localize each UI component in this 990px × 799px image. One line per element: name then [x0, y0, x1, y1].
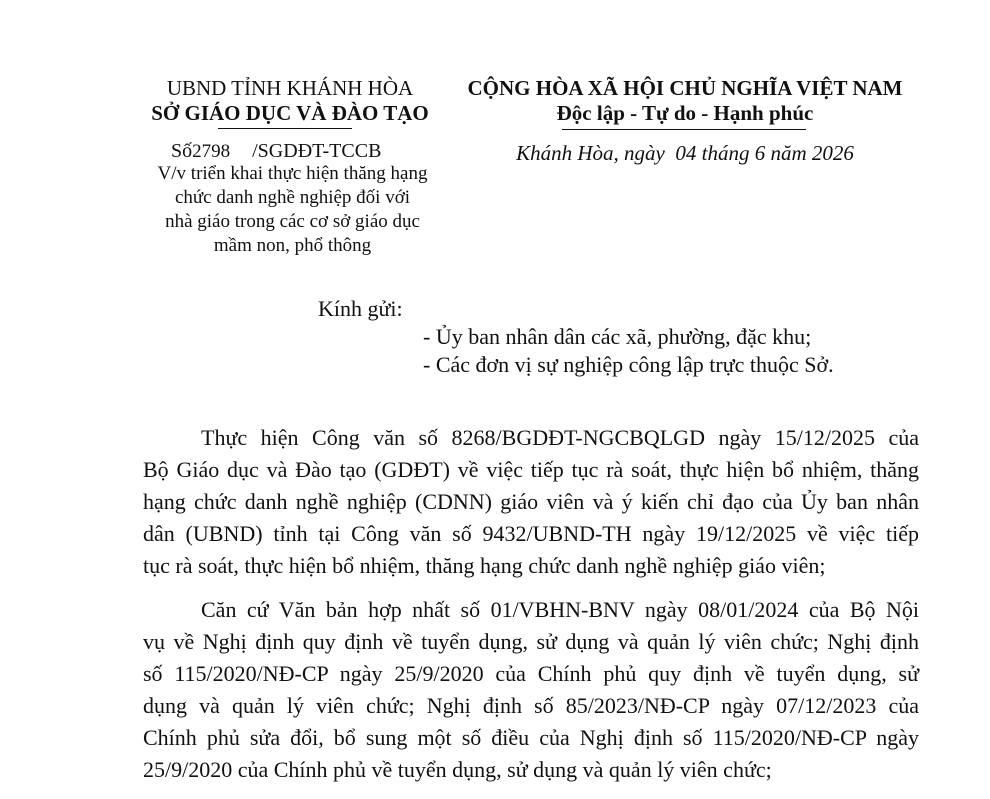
recipients-label: Kính gửi:	[318, 296, 403, 321]
department-name: SỞ GIÁO DỤC VÀ ĐÀO TẠO	[151, 101, 429, 125]
national-header-block	[440, 76, 930, 126]
document-number-suffix: /SGDĐT-TCCB	[252, 140, 382, 162]
document-subject	[130, 162, 455, 258]
paragraph-line: Thực hiện Công văn số 8268/BGDĐT-NGCBQLGD ngày 15/12/2025 của	[201, 425, 919, 450]
paragraph-line: 25/9/2020 của Chính phủ về tuyển dụng, sử dụng và quản lý viên chức;	[143, 757, 772, 782]
country-name: CỘNG HÒA XÃ HỘI CHỦ NGHĨA VIỆT NAM	[467, 76, 903, 100]
paragraph-line: Bộ Giáo dục và Đào tạo (GDĐT) về việc tiếp tục rà soát, thực hiện bổ nhiệm, thăng	[143, 457, 919, 482]
document-number-prefix: Số	[171, 140, 193, 162]
subject-line: mầm non, phổ thông	[213, 235, 372, 256]
paragraph-line: dụng và quản lý viên chức; Nghị định số 85/2023/NĐ-CP ngày 07/12/2023 của	[143, 693, 919, 718]
paragraph-line: Chính phủ sửa đổi, bổ sung một số điều của Nghị định số 115/2020/NĐ-CP ngày	[143, 725, 919, 750]
national-motto: Độc lập - Tự do - Hạnh phúc	[556, 101, 814, 125]
issuing-authority-block	[120, 76, 460, 126]
right-header-divider	[562, 129, 806, 130]
subject-line: V/v triển khai thực hiện thăng hạng	[157, 163, 428, 184]
recipient-item: - Các đơn vị sự nghiệp công lập trực thuộc Sở.	[423, 352, 834, 377]
body-paragraph	[143, 422, 919, 582]
paragraph-line: số 115/2020/NĐ-CP ngày 25/9/2020 của Chính phủ quy định về tuyển dụng, sử	[143, 661, 919, 686]
provincial-committee-name: UBND TỈNH KHÁNH HÒA	[166, 76, 414, 100]
paragraph-line: hạng chức danh nghề nghiệp (CDNN) giáo viên và ý kiến chỉ đạo của Ủy ban nhân	[143, 489, 919, 514]
subject-line: chức danh nghề nghiệp đối với	[174, 187, 411, 208]
left-header-divider	[218, 128, 352, 129]
paragraph-line: vụ về Nghị định quy định về tuyển dụng, sử dụng và quản lý viên chức; Nghị định	[143, 629, 919, 654]
paragraph-line: Căn cứ Văn bản hợp nhất số 01/VBHN-BNV ngày 08/01/2024 của Bộ Nội	[201, 597, 919, 622]
document-number	[171, 140, 381, 163]
subject-line: nhà giáo trong các cơ sở giáo dục	[165, 211, 420, 232]
body-paragraph	[143, 594, 919, 786]
recipient-item: - Ủy ban nhân dân các xã, phường, đặc khu;	[423, 324, 812, 349]
issue-date: Khánh Hòa, ngày 04 tháng 6 năm 2026	[516, 141, 854, 165]
document-number-value: 2798	[192, 141, 231, 162]
paragraph-line: dân (UBND) tỉnh tại Công văn số 9432/UBND-TH ngày 19/12/2025 về việc tiếp	[143, 521, 919, 546]
paragraph-line: tục rà soát, thực hiện bổ nhiệm, thăng hạng chức danh nghề nghiệp giáo viên;	[143, 553, 826, 578]
